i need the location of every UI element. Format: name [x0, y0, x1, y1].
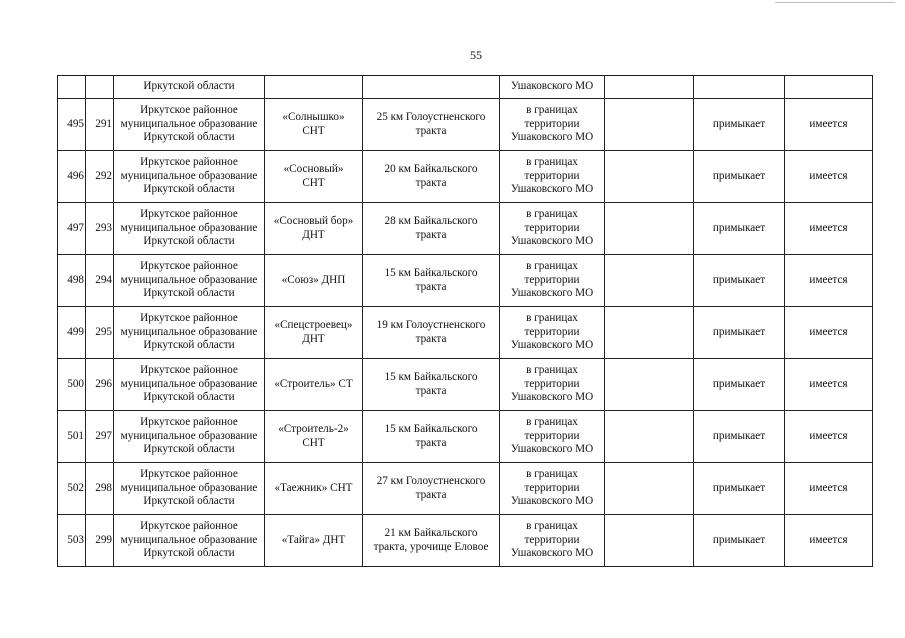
cell-subnumber: 299 [86, 515, 114, 567]
table-row [58, 203, 873, 255]
cell-municipality: Иркутское районное муниципальное образование Иркутской области [114, 151, 265, 203]
top-border-line [775, 2, 895, 3]
cell-municipality: Иркутское районное муниципальное образование Иркутской области [114, 307, 265, 359]
cell-municipality: Иркутское районное муниципальное образование Иркутской области [114, 411, 265, 463]
cell-subnumber: 296 [86, 359, 114, 411]
cell-relation: примыкает [694, 255, 785, 307]
cell-object-name: «Строитель» СТ [265, 359, 363, 411]
cell-object-name: «Строитель-2» СНТ [265, 411, 363, 463]
table-row [58, 411, 873, 463]
cell-empty [605, 76, 694, 99]
cell-empty [605, 99, 694, 151]
cell-municipality: Иркутское районное муниципальное образование Иркутской области [114, 359, 265, 411]
cell-location: в границах территории Ушаковского МО [500, 411, 605, 463]
cell-object-name: «Сосновый» СНТ [265, 151, 363, 203]
cell-status: имеется [785, 203, 873, 255]
cell-address: 20 км Байкальского тракта [363, 151, 500, 203]
cell-empty [605, 203, 694, 255]
cell-relation: примыкает [694, 359, 785, 411]
cell-status: имеется [785, 307, 873, 359]
cell-number: 503 [58, 515, 86, 567]
cell-municipality: Иркутское районное муниципальное образование Иркутской области [114, 99, 265, 151]
cell-empty [605, 359, 694, 411]
cell-number: 502 [58, 463, 86, 515]
cell-object-name: «Тайга» ДНТ [265, 515, 363, 567]
cell-address: 27 км Голоустненского тракта [363, 463, 500, 515]
cell-location: в границах территории Ушаковского МО [500, 255, 605, 307]
cell-municipality: Иркутское районное муниципальное образование Иркутской области [114, 203, 265, 255]
cell-subnumber: 295 [86, 307, 114, 359]
cell-status: имеется [785, 99, 873, 151]
cell-object-name: «Сосновый бор» ДНТ [265, 203, 363, 255]
cell-location: в границах территории Ушаковского МО [500, 515, 605, 567]
cell-address: 21 км Байкальского тракта, урочище Еловое [363, 515, 500, 567]
cell-number: 496 [58, 151, 86, 203]
cell-subnumber: 298 [86, 463, 114, 515]
cell-object-name: «Таежник» СНТ [265, 463, 363, 515]
cell-relation: примыкает [694, 99, 785, 151]
cell-address: 15 км Байкальского тракта [363, 411, 500, 463]
cell-location: в границах территории Ушаковского МО [500, 307, 605, 359]
cell-subnumber: 297 [86, 411, 114, 463]
cell-empty [363, 76, 500, 99]
cell-empty [58, 76, 86, 99]
cell-subnumber: 292 [86, 151, 114, 203]
page-number: 55 [470, 48, 482, 62]
cell-status: имеется [785, 515, 873, 567]
cell-address: 15 км Байкальского тракта [363, 359, 500, 411]
cell-subnumber: 291 [86, 99, 114, 151]
cell-status: имеется [785, 359, 873, 411]
cell-empty [605, 515, 694, 567]
cell-number: 500 [58, 359, 86, 411]
cell-relation: примыкает [694, 411, 785, 463]
cell-empty [694, 76, 785, 99]
cell-location: Ушаковского МО [500, 76, 605, 99]
cell-location: в границах территории Ушаковского МО [500, 203, 605, 255]
table-row [58, 359, 873, 411]
cell-object-name: «Союз» ДНП [265, 255, 363, 307]
cell-municipality: Иркутское районное муниципальное образование Иркутской области [114, 463, 265, 515]
cell-object-name: «Спецстроевец» ДНТ [265, 307, 363, 359]
cell-municipality: Иркутской области [114, 76, 265, 99]
table-row [58, 255, 873, 307]
cell-number: 499 [58, 307, 86, 359]
cell-object-name: «Солнышко» СНТ [265, 99, 363, 151]
cell-number: 497 [58, 203, 86, 255]
cell-empty [86, 76, 114, 99]
table-row [58, 463, 873, 515]
cell-status: имеется [785, 151, 873, 203]
cell-address: 15 км Байкальского тракта [363, 255, 500, 307]
cell-relation: примыкает [694, 151, 785, 203]
cell-location: в границах территории Ушаковского МО [500, 359, 605, 411]
cell-relation: примыкает [694, 307, 785, 359]
cell-empty [605, 411, 694, 463]
cell-address: 25 км Голоустненского тракта [363, 99, 500, 151]
table-row [58, 99, 873, 151]
cell-empty [265, 76, 363, 99]
cell-location: в границах территории Ушаковского МО [500, 151, 605, 203]
cell-address: 19 км Голоустненского тракта [363, 307, 500, 359]
cell-number: 498 [58, 255, 86, 307]
cell-empty [605, 151, 694, 203]
cell-status: имеется [785, 255, 873, 307]
cell-empty [605, 307, 694, 359]
table-row-continuation [58, 76, 873, 99]
cell-empty [605, 255, 694, 307]
cell-subnumber: 294 [86, 255, 114, 307]
cell-status: имеется [785, 463, 873, 515]
cell-location: в границах территории Ушаковского МО [500, 99, 605, 151]
cell-subnumber: 293 [86, 203, 114, 255]
cell-number: 501 [58, 411, 86, 463]
table-row [58, 307, 873, 359]
table-row [58, 515, 873, 567]
cell-empty [785, 76, 873, 99]
cell-municipality: Иркутское районное муниципальное образование Иркутской области [114, 255, 265, 307]
cell-location: в границах территории Ушаковского МО [500, 463, 605, 515]
records-table [57, 75, 873, 567]
cell-status: имеется [785, 411, 873, 463]
table-row [58, 151, 873, 203]
cell-relation: примыкает [694, 203, 785, 255]
cell-relation: примыкает [694, 463, 785, 515]
cell-empty [605, 463, 694, 515]
cell-address: 28 км Байкальского тракта [363, 203, 500, 255]
cell-municipality: Иркутское районное муниципальное образование Иркутской области [114, 515, 265, 567]
cell-number: 495 [58, 99, 86, 151]
cell-relation: примыкает [694, 515, 785, 567]
